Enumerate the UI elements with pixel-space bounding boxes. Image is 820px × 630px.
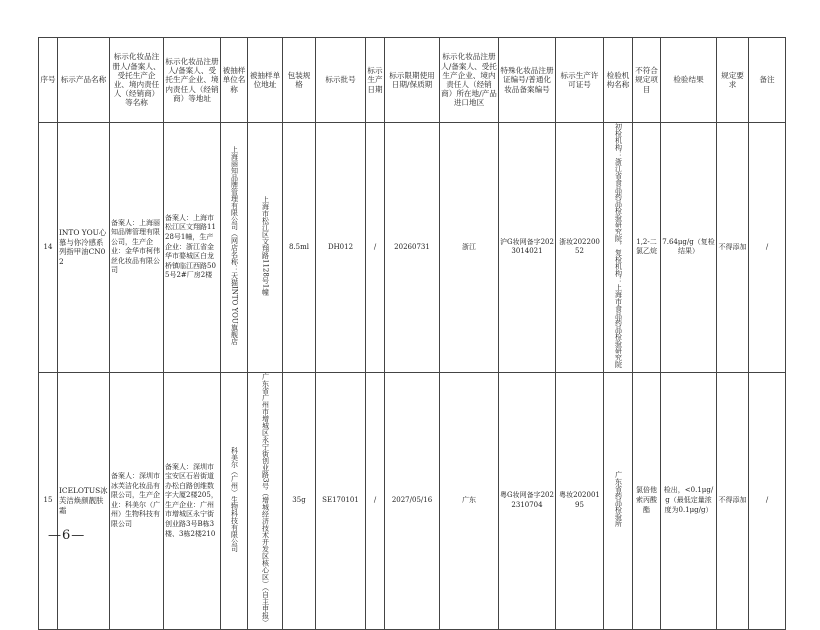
cell-lab [604, 372, 633, 630]
cell-prod-date: / [366, 123, 385, 373]
cell-item: 1,2-二氯乙烷 [633, 123, 661, 373]
header-row [39, 38, 786, 123]
cell-batch: SE170101 [316, 372, 366, 630]
cell-spec: 8.5ml [283, 123, 316, 373]
cell-product: ICELOTUS冰芙洁焕颜靓肤霜 [58, 372, 110, 630]
cell-prod-date: / [366, 372, 385, 630]
cell-result: 检出，<0.1μg/g（最低定量浓度为0.1μg/g） [661, 372, 717, 630]
cell-region: 浙江 [440, 123, 499, 373]
cell-expiry: 2027/05/16 [385, 372, 440, 630]
cell-batch: DH012 [316, 123, 366, 373]
sampled-unit-text: 上海丽知品牌管理有限公司（网店名称：天猫INTO YOU旗舰店 [230, 146, 239, 345]
table-row [39, 123, 786, 373]
cell-spec: 35g [283, 372, 316, 630]
header-cell-item: 不符合规定项目 [633, 38, 661, 123]
cell-license: 粤妆20200195 [556, 372, 604, 630]
header-cell-reg-no: 特殊化妆品注册证编号/普通化妆品备案编号 [499, 38, 556, 123]
header-cell-expiry: 标示限期使用日期/保质期 [385, 38, 440, 123]
header-cell-region: 标示化妆品注册人/备案人、受托生产企业、境内责任人（经销商）所在地/产品进口地区 [440, 38, 499, 123]
header-cell-lab: 检验机构名称 [604, 38, 633, 123]
cell-lab [604, 123, 633, 373]
cell-result: 7.64μg/g（复检结果） [661, 123, 717, 373]
cell-address: 备案人：深圳市宝安区石岩街道办松白路创维数字大厦2楼205，生产企业：广州市增城区永宁街创业路3号B栋3楼、3栋2楼210 [164, 372, 221, 630]
cell-address: 备案人：上海市松江区文翔路1128号1幢，生产企业：浙江省金华市婺城区白龙桥镇临江西路505号2#厂房2楼 [164, 123, 221, 373]
header-cell-remark: 备注 [749, 38, 786, 123]
cell-region: 广东 [440, 372, 499, 630]
cell-product: INTO YOU心慕与你冷感系列指甲油CN02 [58, 123, 110, 373]
inspection-results-table [38, 37, 786, 630]
cell-no: 15 [39, 372, 58, 630]
table-row [39, 372, 786, 630]
header-cell-product: 标示产品名称 [58, 38, 110, 123]
cell-remark: / [749, 372, 786, 630]
cell-sampled-address [248, 123, 283, 373]
cell-expiry: 20260731 [385, 123, 440, 373]
header-cell-spec: 包装规格 [283, 38, 316, 123]
header-cell-result: 检验结果 [661, 38, 717, 123]
sampled-unit-text: 科美尔（广州）生物科技有限公司 [230, 446, 239, 552]
header-cell-sampled-address: 被抽样单位地址 [248, 38, 283, 123]
header-cell-no: 序号 [39, 38, 58, 123]
cell-reg-no: 沪G妆网备字2023014021 [499, 123, 556, 373]
cell-company: 备案人：深圳市冰芙洁化妆品有限公司，生产企业：科美尔（广州）生物科技有限公司 [110, 372, 164, 630]
header-cell-prod-date: 标示生产日期 [366, 38, 385, 123]
cell-license: 浙妆20220052 [556, 123, 604, 373]
cell-remark: / [749, 123, 786, 373]
cell-sampled-address [248, 372, 283, 630]
cell-company: 备案人：上海丽知品牌管理有限公司，生产企业：金华市柯伟丝化妆品有限公司 [110, 123, 164, 373]
cell-sampled-unit [221, 372, 248, 630]
cell-sampled-unit [221, 123, 248, 373]
lab-text: 广东省药品检验所 [614, 471, 623, 528]
sampled-address-text: 广东省广州市增城区永宁街创业路3号（增城经济技术开发区核心区）（自主申报） [261, 372, 270, 626]
header-cell-batch: 标示批号 [316, 38, 366, 123]
cell-no: 14 [39, 123, 58, 373]
cell-item: 氯倍他索丙酸酯 [633, 372, 661, 630]
cell-requirement: 不得添加 [717, 372, 749, 630]
header-cell-requirement: 规定要求 [717, 38, 749, 123]
cell-reg-no: 粤G妆网备字2022310704 [499, 372, 556, 630]
header-cell-license: 标示生产许可证号 [556, 38, 604, 123]
header-cell-company: 标示化妆品注册人/备案人、受托生产企业、境内责任人（经销商）等名称 [110, 38, 164, 123]
lab-text: 初检机构：浙江省食品药品检验研究院，复检机构：上海市食品药品检验研究院 [614, 123, 623, 368]
header-cell-address: 标示化妆品注册人/备案人、受托生产企业、境内责任人（经销商）等地址 [164, 38, 221, 123]
cell-requirement: 不得添加 [717, 123, 749, 373]
page-number: —6— [48, 528, 86, 543]
sampled-address-text: 上海市松江区文翔路1128号1幢 [261, 195, 270, 296]
header-cell-sampled-unit: 被抽样单位名称 [221, 38, 248, 123]
